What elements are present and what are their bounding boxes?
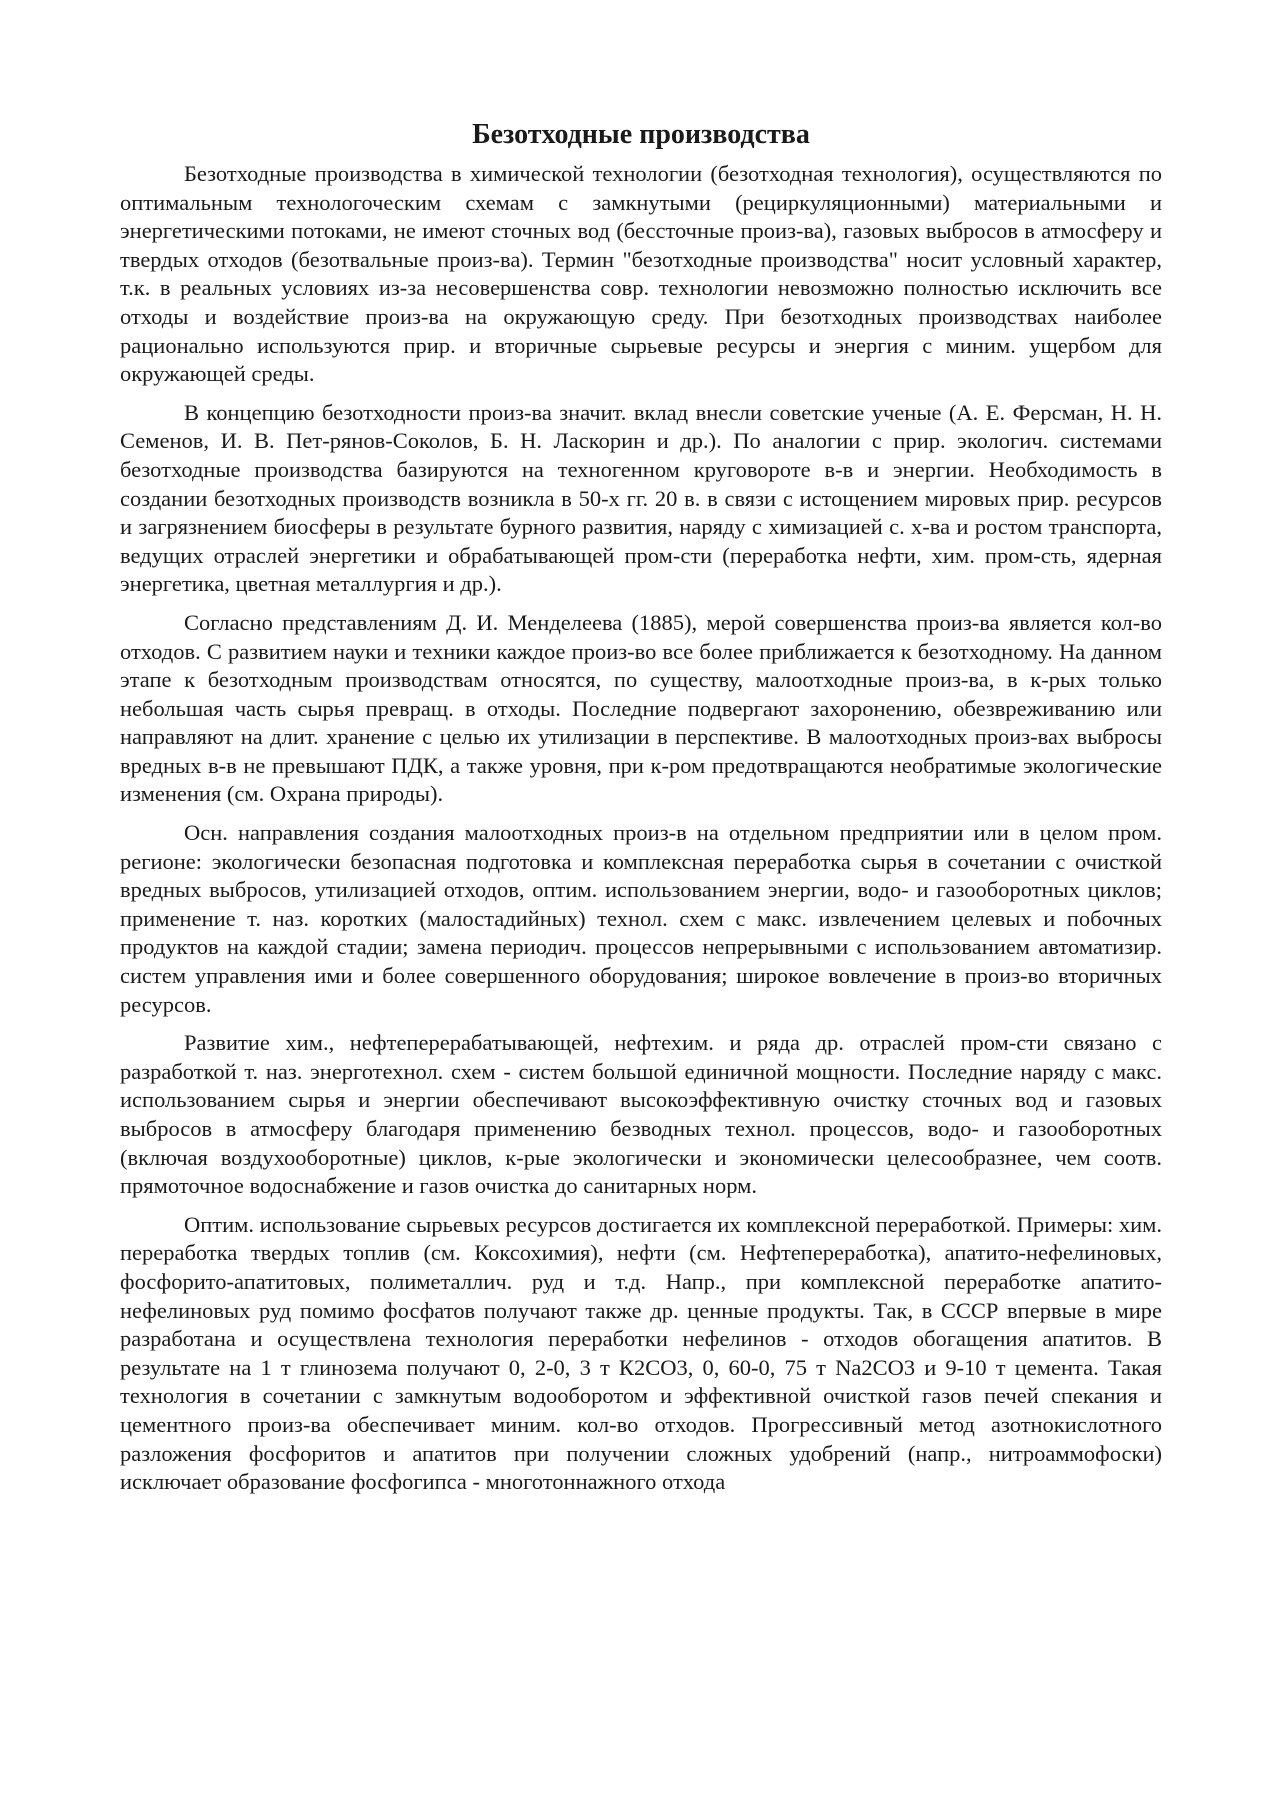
paragraph-6: Оптим. использование сырьевых ресурсов достигается их комплексной переработкой. Примеры: хим. переработка твердых топлив (см. Коксохимия), нефти (см. Нефтепереработка), апатито-нефелиновых, фосфорито-апатитовых, полиметаллич. руд и т.д. Напр., при комплексной переработке апатито-нефелиновых руд помимо фосфатов получают также др. ценные продукты. Так, в СССР впервые в мире разработана и осуществлена технология переработки нефелинов - отходов обогащения апатитов. В результате на 1 т глинозема получают 0, 2-0, 3 т К2СО3, 0, 60-0, 75 т Na2CO3 и 9-10 т цемента. Такая технология в сочетании с замкнутым водооборотом и эффективной очисткой газов печей спекания и цементного произ-ва обеспечивает миним. кол-во отходов. Прогрессивный метод азотнокислотного разложения фосфоритов и апатитов при получении сложных удобрений (напр., нитроаммофоски) исключает образование фосфогипса - многотоннажного отхода: [120, 1211, 1162, 1495]
paragraph-1: Безотходные производства в химической технологии (безотходная технология), осуществляются по оптимальным технологоческим схемам с замкнутыми (рециркуляционными) материальными и энергетическими потоками, не имеют сточных вод (бессточные произ-ва), газовых выбросов в атмосферу и твердых отходов (безотвальные произ-ва). Термин "безотходные производства" носит условный характер, т.к. в реальных условиях из-за несовершенства совр. технологии невозможно полностью исключить все отходы и воздействие произ-ва на окружающую среду. При безотходных производствах наиболее рационально используются прир. и вторичные сырьевые ресурсы и энергия с миним. ущербом для окружающей среды.: [120, 161, 1162, 387]
document-title: Безотходные производства: [472, 119, 810, 150]
paragraph-5: Развитие хим., нефтеперерабатывающей, нефтехим. и ряда др. отраслей пром-сти связано с разработкой т. наз. энерготехнол. схем - систем большой единичной мощности. Последние наряду с макс. использованием сырья и энергии обеспечивают высокоэффективную очистку сточных вод и газовых выбросов в атмосферу благодаря применению безводных технол. процессов, водо- и газооборотных (включая воздухооборотные) циклов, к-рые экологически и экономически целесообразнее, чем соотв. прямоточное водоснабжение и газов очистка до санитарных норм.: [120, 1030, 1162, 1199]
paragraph-4: Осн. направления создания малоотходных произ-в на отдельном предприятии или в целом пром. регионе: экологически безопасная подготовка и комплексная переработка сырья в сочетании с очисткой вредных выбросов, утилизацией отходов, оптим. использованием энергии, водо- и газооборотных циклов; применение т. наз. коротких (малостадийных) технол. схем с макс. извлечением целевых и побочных продуктов на каждой стадии; замена периодич. процессов непрерывными с использованием автоматизир. систем управления ими и более совершенного оборудования; широкое вовлечение в произ-во вторичных ресурсов.: [120, 820, 1162, 1017]
document-page: [120, 118, 1162, 1507]
paragraph-3: Согласно представлениям Д. И. Менделеева (1885), мерой совершенства произ-ва является кол-во отходов. С развитием науки и техники каждое произ-во все более приближается к безотходному. На данном этапе к безотходным производствам относятся, по существу, малоотходные произ-ва, в к-рых только небольшая часть сырья превращ. в отходы. Последние подвергают захоронению, обезвреживанию или направляют на длит. хранение с целью их утилизации в перспективе. В малоотходных произ-вах выбросы вредных в-в не превышают ПДК, а также уровня, при к-ром предотвращаются необратимые экологические изменения (см. Охрана природы).: [120, 609, 1162, 807]
paragraph-2: В концепцию безотходности произ-ва значит. вклад внесли советские ученые (А. Е. Ферсман, Н. Н. Семенов, И. В. Пет-рянов-Соколов, Б. Н. Ласкорин и др.). По аналогии с прир. экологич. системами безотходные производства базируются на техногенном круговороте в-в и энергии. Необходимость в создании безотходных производств возникла в 50-х гг. 20 в. в связи с истощением мировых прир. ресурсов и загрязнением биосферы в результате бурного развития, наряду с химизацией с. х-ва и ростом транспорта, ведущих отраслей энергетики и обрабатывающей пром-сти (переработка нефти, хим. пром-сть, ядерная энергетика, цветная металлургия и др.).: [120, 399, 1162, 597]
